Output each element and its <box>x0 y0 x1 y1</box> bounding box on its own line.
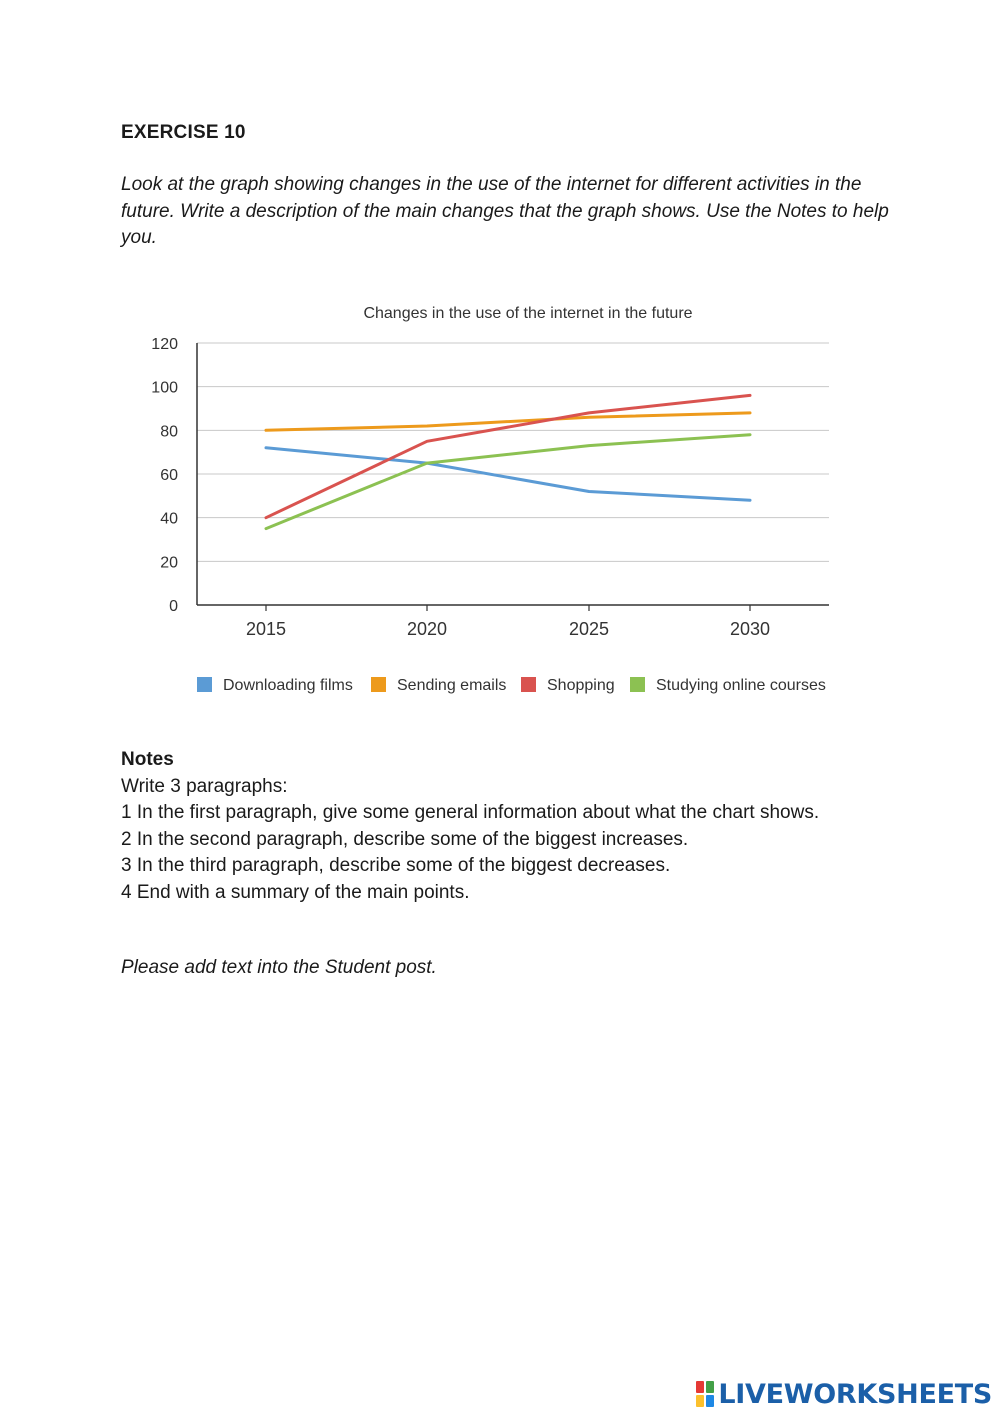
legend-swatch-shopping <box>521 677 536 692</box>
brand-name: LIVEWORKSHEETS <box>718 1378 992 1410</box>
notes-line: 3 In the third paragraph, describe some of the biggest decreases. <box>121 855 671 876</box>
logo-square <box>696 1381 704 1393</box>
x-tick-label: 2020 <box>406 619 448 639</box>
notes-title: Notes <box>121 749 174 770</box>
liveworksheets-brand <box>696 1379 992 1409</box>
y-tick-label: 0 <box>169 598 178 615</box>
legend-label-downloading-films: Downloading films <box>223 677 353 694</box>
y-tick-label: 20 <box>160 554 178 572</box>
exercise-heading: EXERCISE 10 <box>121 122 246 143</box>
legend-label-sending-emails: Sending emails <box>397 677 507 694</box>
x-tick-label: 2025 <box>568 619 610 639</box>
legend-swatch-studying-online-courses <box>630 677 645 692</box>
notes-line: 2 In the second paragraph, describe some of the biggest increases. <box>121 828 689 850</box>
logo-square <box>696 1395 704 1407</box>
logo-square <box>706 1395 714 1407</box>
notes-line: Write 3 paragraphs: <box>121 775 288 797</box>
liveworksheets-logo-icon <box>696 1381 714 1407</box>
chart-title: Changes in the use of the internet in the future <box>363 305 693 322</box>
y-tick-label: 40 <box>160 510 178 528</box>
notes-line: 4 End with a summary of the main points. <box>121 881 470 903</box>
y-tick-label: 80 <box>160 423 178 441</box>
line-chart <box>140 295 860 705</box>
notes-section <box>121 747 921 906</box>
y-tick-label: 60 <box>160 467 178 484</box>
legend-label-studying-online-courses: Studying online courses <box>656 677 826 694</box>
x-tick-label: 2015 <box>245 619 287 639</box>
x-tick-label: 2030 <box>729 619 771 639</box>
legend-swatch-downloading-films <box>197 677 212 692</box>
legend-label-shopping: Shopping <box>547 677 615 694</box>
notes-line: 1 In the first paragraph, give some general information about what the chart shows. <box>121 802 820 823</box>
logo-square <box>706 1381 714 1393</box>
student-post-note: Please add text into the Student post. <box>121 957 437 978</box>
y-tick-label: 100 <box>151 379 178 397</box>
legend-swatch-sending-emails <box>371 677 386 692</box>
chart-svg <box>140 295 860 705</box>
y-tick-label: 120 <box>151 336 178 353</box>
instructions-text: Look at the graph showing changes in the use of the internet for different activities in the future. Write a description of the main changes that the graph shows. Use the Notes to help you. <box>121 174 889 248</box>
